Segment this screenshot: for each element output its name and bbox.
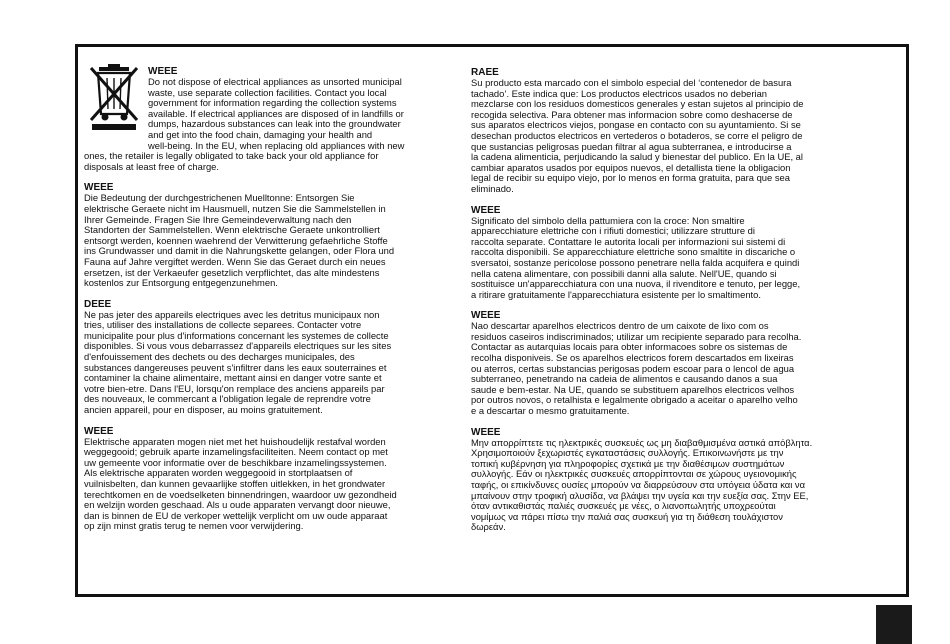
weee-dutch-section <box>84 426 455 532</box>
section-heading: RAEE <box>471 67 499 78</box>
section-heading: WEEE <box>148 66 178 77</box>
section-heading: WEEE <box>471 204 501 216</box>
section-body: ones, the retailer is legally obligated to take back your old appliance for disposals at least free of charge. <box>84 150 379 172</box>
section-body: Nao descartar aparelhos electricos dentro de um caixote de lixo com os residuos caseiros indiscriminados; utilizar um recipiente separado para recolha. Contactar as autarquias locais para obter informacoes sobre os sistemas de recolha disponiveis. Se os aparelhos electricos forem descartados em lixeiras ou aterros, certas substancias perigosas podem escoar para o lencol de agua subterraneo, penetrando na cadeia de alimentos e causando danos a sua saude e bem-estar. Na UE, quando se substituem aparelhos electricos velhos por outros novos, o retalhista e legalmente obrigado a aceitar o aparelho velho e a descartar o mesmo gratuitamente. <box>471 320 802 417</box>
section-body: Μην απορρίπτετε τις ηλεκτρικές συσκευές ως μη διαβαθμισμένα αστικά απόβλητα. Χρησιμοποιούν ξεχωριστές εγκαταστάσεις συλλογής. Επικοινωνήστε με την τοπική κυβέρνηση για πληροφορίες σχετικά με την διαθέσιμων συστημάτων συλλογής. Εάν οι ηλεκτρικές συσκευές απορρίπτονται σε χώρους υγειονομικής ταφής, οι επικίνδυνες ουσίες μπορούν να διαρρεύσουν στα υπόγεια ύδατα και να μπαίνουν στην τροφική αλυσίδα, να βλάψει την υγεία και την ευεξία σας. Στην ΕΕ, όταν αντικαθιστάς παλιές συσκευές με νέες, ο λιανοπωλητής υποχρεούται νομίμως να πάρει πίσω την παλιά σας συσκευή για τη διάθεση τουλάχιστον δωρεάν. <box>471 436 813 533</box>
weee-german-section <box>84 182 455 288</box>
left-column <box>84 66 455 542</box>
section-body: Die Bedeutung der durchgestrichenen Muelltonne: Entsorgen Sie elektrische Geraete nicht im Hausmuell, nutzen Sie die Sammelstellen in Ihrer Gemeinde. Fragen Sie Ihre Gemeindeverwaltung nach den Standorten der Sammelstellen. Wenn elektrische Geraete unkontrolliert entsorgt werden, koennen waehrend der Verwitterung gefaehrliche Stoffe ins Grundwasser und damit in die Nahrungskette gelangen, oder Flora und Fauna auf Jahre vergiftet werden. Wenn Sie das Geraet durch ein neues ersetzen, ist der Verkaeufer gesetzlich verpflichtet, das alte mindestens kostenlos zur Entsorgung entgegenzunehmen. <box>84 192 395 289</box>
section-heading: WEEE <box>471 310 501 322</box>
section-heading: WEEE <box>84 425 114 437</box>
section-body: Su producto esta marcado con el simbolo especial del ‘contenedor de basura tachado’. Este indica que: Los productos electricos usados no deberian mezclarse con los residuos domesticos generales y estan sujetos al principio de recogida selectiva. Para obtener mas informacion sobre como deshacerse de sus aparatos electricos viejos, pongase en contacto con su ayuntamiento. Si se desechan productos electricos en vertederos o botaderos, se corre el peligro de que sustancias peligrosas puedan filtrar al agua subterranea, e introducirse a la cadena alimenticia, perjudicando la salud y bienestar del publico. En la UE, al cambiar aparatos usados por equipos nuevos, el detallista tiene la obligacion legal de recibir su equipo viejo, por lo menos en forma gratuita, para que sea eliminado. <box>471 77 804 194</box>
section-body: Elektrische apparaten mogen niet met het huishoudelijk restafval worden weggegooid; gebruik aparte inzamelingsfaciliteiten. Neem contact op met uw gemeente voor informatie over de beschikbare inzamelingssystemen. Als elektrische apparaten worden weggegooid in stortplaatsen of vuilnisbelten, dan kunnen gevaarlijke stoffen uitlekken, in het grondwater terechtkomen en de voedselketen binnendringen, waardoor uw gezondheid en welzijn worden geschaad. Als u oude apparaten vervangt door nieuwe, dan is binnen de EU de verkoper wettelijk verplicht om uw oude apparaat op zijn minst gratis terug te nemen voor verwijdering. <box>84 435 397 532</box>
section-body: Ne pas jeter des appareils electriques avec les detritus municipaux non tries, utiliser des installations de collecte separees. Contacter votre municipalite pour plus d'informations concernant les systemes de collecte disponibles. Si vous vous debarrassez d'appareils electriques sur les sites d'enfouissement des dechets ou des decharges municipales, des substances dangereuses peuvent s'infiltrer dans les eaux souterraines et contaminer la chaine alimentaire, mettant ainsi en danger votre sante et votre bien-etre. Dans l'EU, lorsqu'on remplace des anciens appareils par des nouveaux, le commercant a l'obligation legale de reprendre votre ancien appareil, pour en disposer, au moins gratuitement. <box>84 308 392 416</box>
page-corner-marker <box>876 605 912 644</box>
section-heading: WEEE <box>84 182 114 194</box>
crossed-out-wheeled-bin-icon <box>86 64 142 130</box>
notice-frame <box>75 44 909 597</box>
weee-english-section <box>84 66 455 172</box>
deee-french-section <box>84 299 455 416</box>
weee-greek-section <box>471 427 853 533</box>
section-body: Significato del simbolo della pattumiera con la croce: Non smaltire apparecchiature elettriche con i rifiuti domestici; utilizzare strutture di raccolta separate. Contattare le autorita locali per informazioni sui sistemi di raccolta disponibili. Se apparecchiature elettriche sono smaltite in discariche o sversatoi, sostanze pericolose possono penetrare nella falda acquifera e quindi nella catena alimentare, con possibili danni alla salute. Nell'UE, quando si sostituisce un'apparecchiatura con una nuova, il rivenditore e tenuto, per legge, a ritirare gratuitamente l'apparecchiatura esistente per lo smaltimento. <box>471 214 801 300</box>
raee-spanish-section <box>471 67 853 195</box>
section-heading: WEEE <box>471 426 501 438</box>
weee-italian-section <box>471 205 853 301</box>
right-column <box>471 67 853 543</box>
section-heading: DEEE <box>84 298 112 310</box>
section-body-indented: Do not dispose of electrical appliances as unsorted municipal waste, use separate collection facilities. Contact you local government for information regarding the collection systems available. If electrical appliances are disposed of in landfills or dumps, hazardous substances can leak into the groundwater and get into the food chain, damaging your health and well-being. In the EU, when replacing old appliances with new <box>148 76 405 151</box>
weee-portuguese-section <box>471 310 853 416</box>
